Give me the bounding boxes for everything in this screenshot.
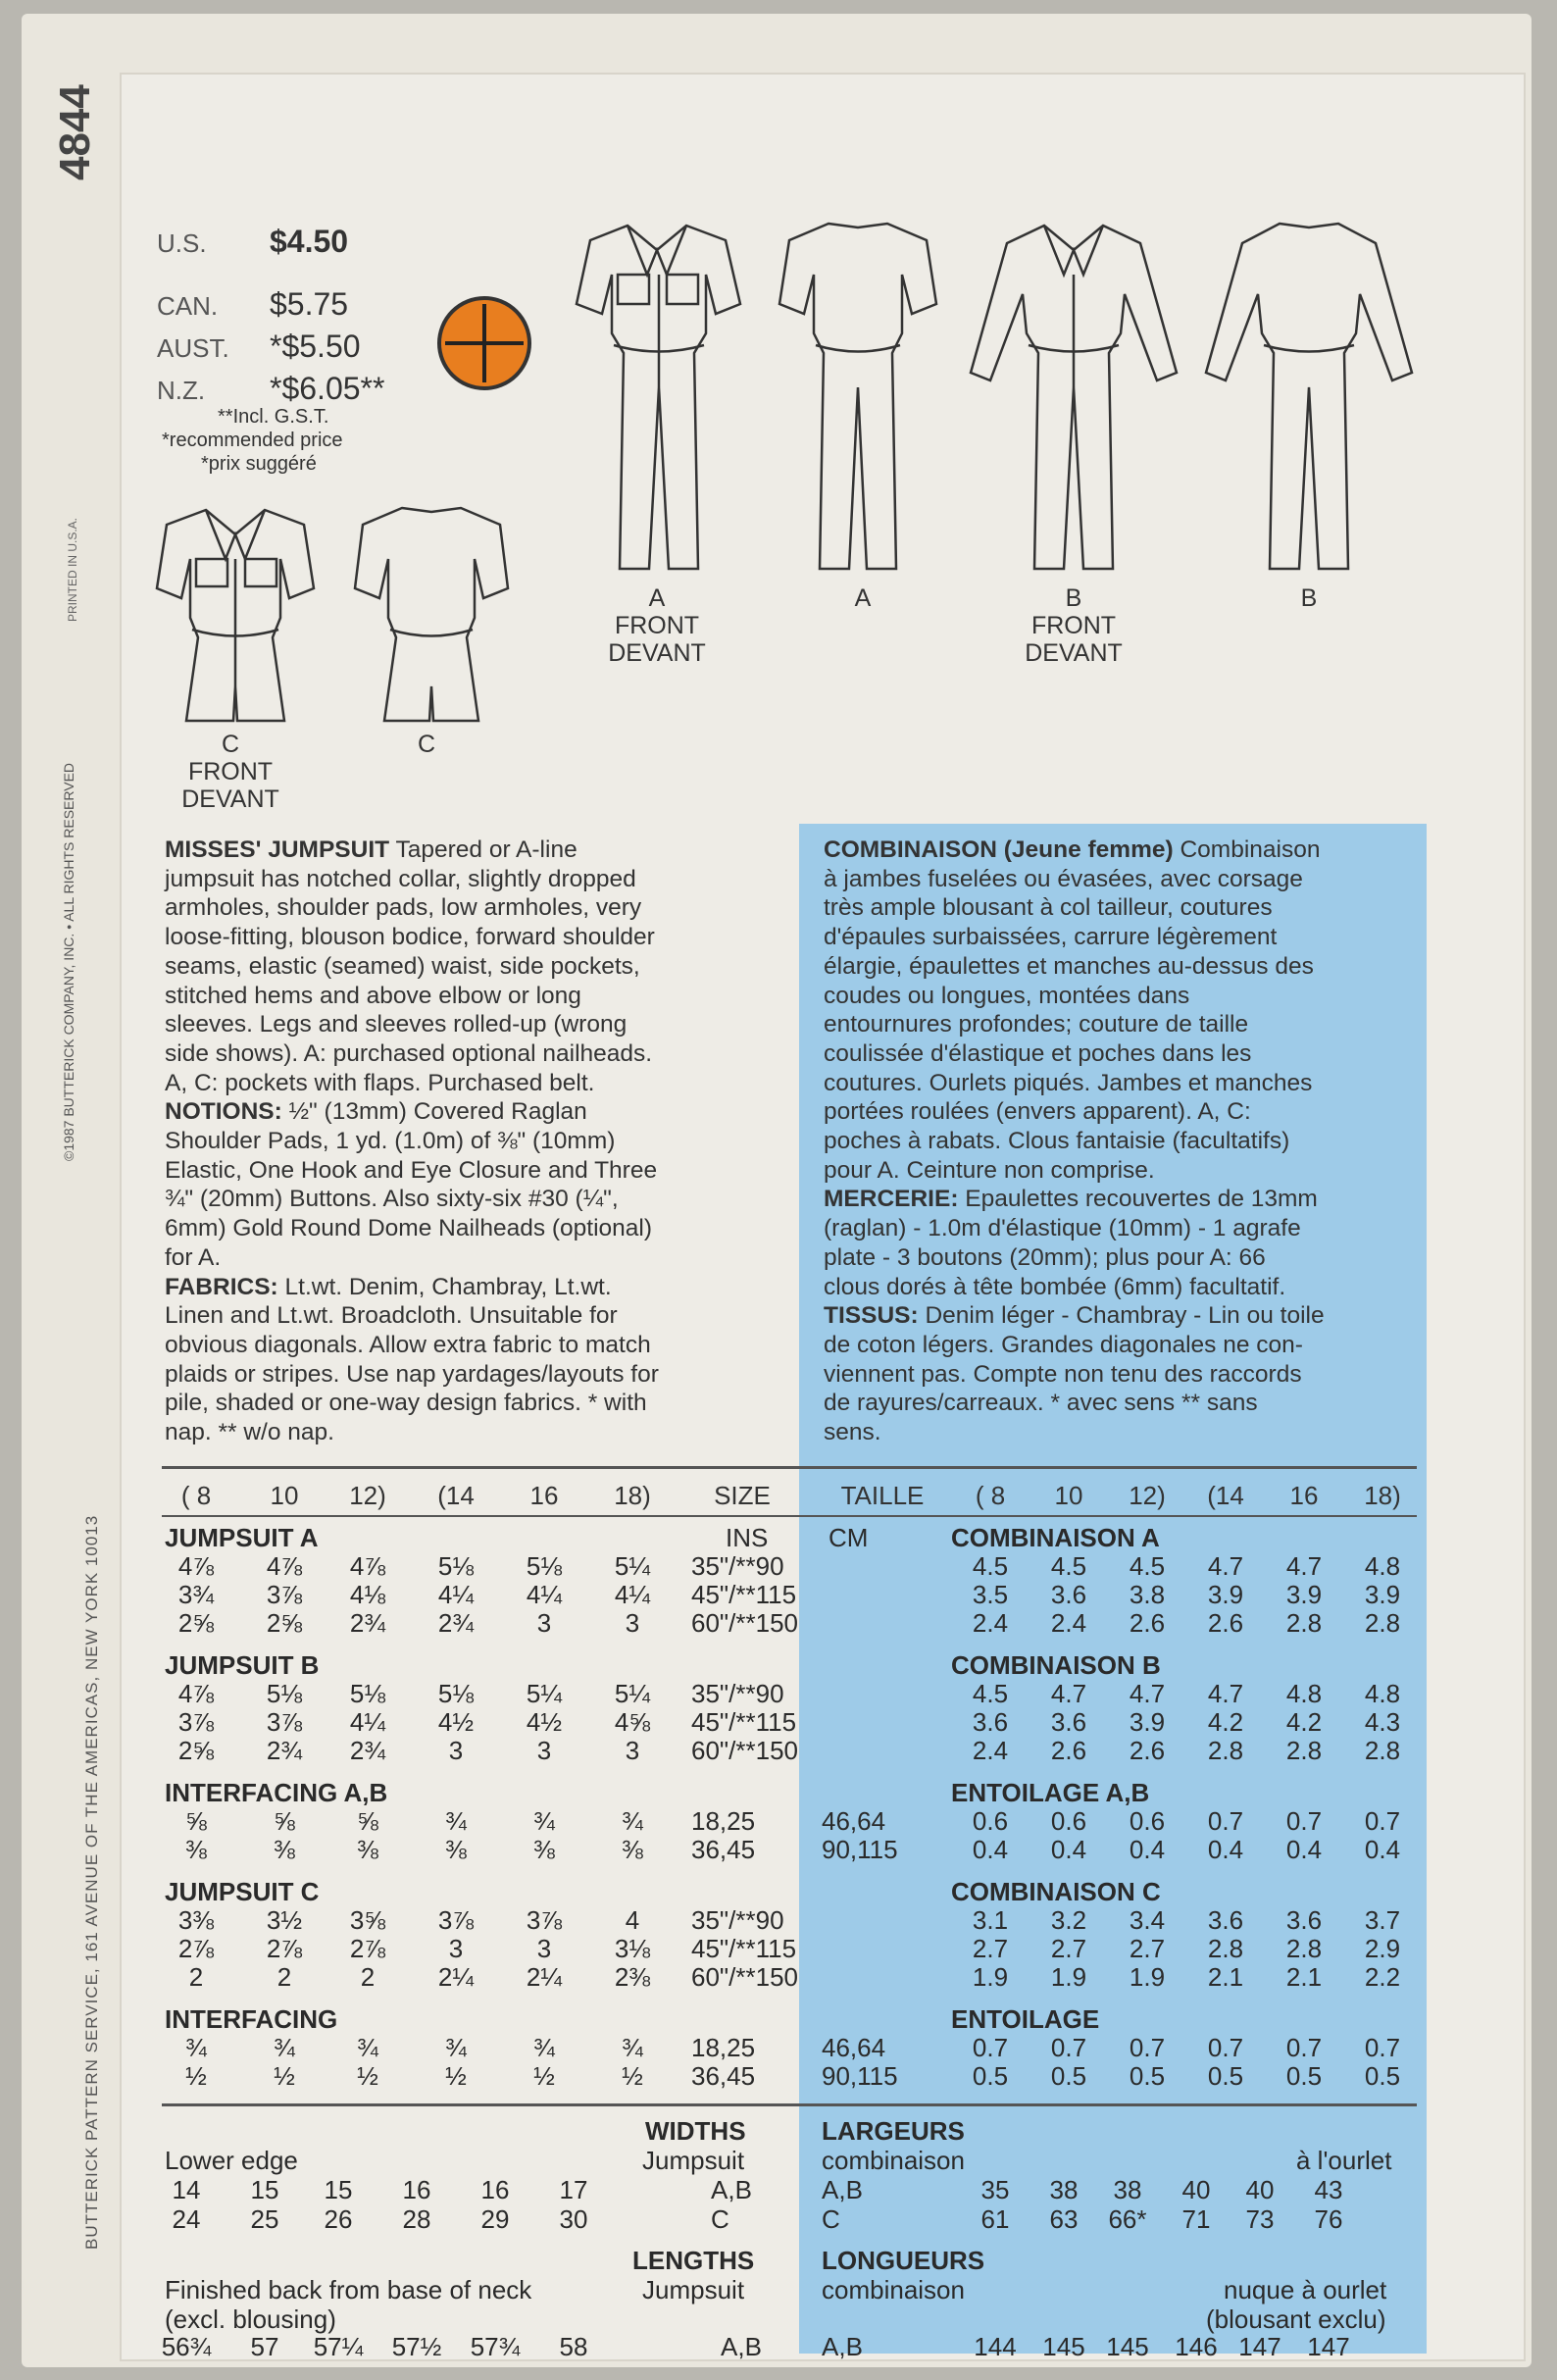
yardage-cell: 4⅞ [177, 1679, 215, 1708]
yardage-cell: 5⅛ [437, 1551, 475, 1581]
meter-cell: 4.2 [1285, 1707, 1323, 1737]
yardage-cell: 4⅞ [349, 1551, 386, 1581]
label-a-back: A [854, 584, 872, 612]
yardage-cell: 2⅞ [349, 1934, 386, 1963]
lower-edge-label: Lower edge [165, 2146, 298, 2175]
largeurs-right: à l'ourlet [1296, 2146, 1392, 2175]
length-view: A,B [721, 2332, 762, 2361]
meter-cell: 2.8 [1207, 1934, 1244, 1963]
width-in-cell: 16 [480, 2175, 510, 2204]
fabric-width: 35"/**90 [691, 1551, 784, 1581]
yardage-cell: 2 [360, 1962, 376, 1992]
width-in-cell: 29 [480, 2204, 510, 2234]
yardage-cell: 2⅝ [266, 1608, 303, 1638]
yardage-cell: 3 [448, 1736, 464, 1765]
meter-cell: 3.6 [1285, 1905, 1323, 1935]
length-in-cell: 56¾ [161, 2332, 212, 2361]
meter-cell: 2.8 [1207, 1736, 1244, 1765]
section-title-fr: COMBINAISON B [951, 1650, 1161, 1680]
meter-cell: 3.9 [1285, 1580, 1323, 1609]
meter-cell: 4.7 [1207, 1551, 1244, 1581]
yardage-cell: 5⅛ [349, 1679, 386, 1708]
meter-cell: 3.1 [972, 1905, 1009, 1935]
section-title-fr: ENTOILAGE [951, 2004, 1100, 2034]
yardage-cell: 3 [448, 1934, 464, 1963]
meter-cell: 3.9 [1129, 1707, 1166, 1737]
yardage-cell: ¾ [185, 2033, 207, 2062]
meter-cell: 0.7 [1129, 2033, 1166, 2062]
length-in-cell: 57¼ [313, 2332, 364, 2361]
meter-cell: 0.7 [1364, 2033, 1401, 2062]
meter-cell: 0.7 [1207, 1806, 1244, 1836]
meter-cell: 2.4 [1050, 1608, 1087, 1638]
meter-cell: 4.7 [1207, 1679, 1244, 1708]
widths-sub: Jumpsuit [642, 2146, 745, 2175]
yardage-cell: ⅜ [185, 1835, 207, 1864]
sketch-a-front [569, 216, 745, 588]
section-title: JUMPSUIT A [165, 1523, 319, 1552]
section-title-fr: COMBINAISON A [951, 1523, 1160, 1552]
longueurs-title: LONGUEURS [822, 2246, 985, 2275]
yardage-cell: ¾ [445, 2033, 467, 2062]
meter-cell: 3.6 [1207, 1905, 1244, 1935]
yardage-cell: 3 [536, 1608, 552, 1638]
yardage-cell: 2 [188, 1962, 204, 1992]
meter-cell: 4.7 [1050, 1679, 1087, 1708]
yardage-cell: 2¾ [349, 1608, 386, 1638]
yardage-cell: ¾ [622, 1806, 643, 1836]
yardage-cell: 4¼ [437, 1580, 475, 1609]
meter-cell: 3.4 [1129, 1905, 1166, 1935]
width-cm-cell: 43 [1314, 2175, 1343, 2204]
pattern-number: 4844 [51, 84, 99, 180]
width-in-cell: 16 [402, 2175, 431, 2204]
fabric-width: 35"/**90 [691, 1905, 784, 1935]
yardage-cell: ⅜ [533, 1835, 555, 1864]
fabric-width: 60"/**150 [691, 1608, 798, 1638]
yardage-cell: 2¼ [526, 1962, 563, 1992]
width-cm: 46,64 [822, 2033, 886, 2062]
meter-cell: 2.7 [1129, 1934, 1166, 1963]
length-in-cell: 57 [250, 2332, 279, 2361]
yardage-cell: ⅜ [445, 1835, 467, 1864]
lengths-title: LENGTHS [632, 2246, 755, 2275]
fabric-width: 60"/**150 [691, 1736, 798, 1765]
length-cm-cell: 144 [974, 2332, 1017, 2361]
price-note-suggere: *prix suggéré [201, 453, 317, 475]
yardage-cell: 4 [625, 1905, 640, 1935]
width-in-cell: 28 [402, 2204, 431, 2234]
price-can: CAN. $5.75 [157, 286, 349, 322]
section-title-fr: ENTOILAGE A,B [951, 1778, 1150, 1807]
meter-cell: 2.6 [1050, 1736, 1087, 1765]
length-in-cell: 57½ [391, 2332, 442, 2361]
yardage-cell: 4¼ [614, 1580, 651, 1609]
meter-cell: 2.8 [1364, 1608, 1401, 1638]
width-in-cell: 14 [172, 2175, 201, 2204]
yardage-cell: 3⅜ [177, 1905, 215, 1935]
meter-cell: 2.4 [972, 1608, 1009, 1638]
yardage-cell: 3⅞ [266, 1707, 303, 1737]
width-cm-cell: 71 [1181, 2204, 1211, 2234]
yardage-cell: 3 [625, 1608, 640, 1638]
meter-cell: 0.4 [1285, 1835, 1323, 1864]
width-cm-cell: 76 [1314, 2204, 1343, 2234]
meter-cell: 0.7 [1285, 1806, 1323, 1836]
width-cm-cell: 40 [1181, 2175, 1211, 2204]
meter-cell: 0.5 [1207, 2061, 1244, 2091]
width-cm-cell: 38 [1049, 2175, 1079, 2204]
meter-cell: 2.7 [1050, 1934, 1087, 1963]
yardage-cell: 3 [625, 1736, 640, 1765]
meter-cell: 3.5 [972, 1580, 1009, 1609]
yardage-cell: ½ [357, 2061, 378, 2091]
yardage-cell: ¾ [445, 1806, 467, 1836]
sketch-c-front [147, 500, 324, 735]
meter-cell: 0.5 [1050, 2061, 1087, 2091]
yardage-cell: ¾ [274, 2033, 295, 2062]
yardage-cell: 2⅝ [177, 1736, 215, 1765]
yardage-cell: 4⅛ [349, 1580, 386, 1609]
meter-cell: 4.5 [1129, 1551, 1166, 1581]
yardage-cell: 2⅞ [266, 1934, 303, 1963]
meter-cell: 0.7 [1207, 2033, 1244, 2062]
spine-address: BUTTERICK PATTERN SERVICE, 161 AVENUE OF THE AMERICAS, NEW YORK 10013 [82, 1514, 101, 2250]
yardage-cell: 2¾ [437, 1608, 475, 1638]
meter-cell: 4.5 [1050, 1551, 1087, 1581]
fabric-width: 35"/**90 [691, 1679, 784, 1708]
meter-cell: 0.6 [1050, 1806, 1087, 1836]
length-view-fr: A,B [822, 2332, 863, 2361]
meter-cell: 0.7 [1364, 1806, 1401, 1836]
english-description: MISSES' JUMPSUIT Tapered or A-line jumpsuit has notched collar, slightly dropped armholes, shoulder pads, low armholes, very loose-fitting, blouson bodice, forward shoulder seams, elastic (seamed) waist, side pockets, stitched hems and above elbow or long sleeves. Legs and sleeves rolled-up (wrong side shows). A: purchased optional nailheads. A, C: pockets with flaps. Purchased belt. NOTIONS: ½" (13mm) Covered Raglan Shoulder Pads, 1 yd. (1.0m) of ⅜" (10mm) Elastic, One Hook and Eye Closure and Three ¾" (20mm) Buttons. Also sixty-six #30 (¼", 6mm) Gold Round Dome Nailheads (optional) for A. FABRICS: Lt.wt. Denim, Chambray, Lt.wt. Linen and Lt.wt. Broadcloth. Unsuitable for obvious diagonals. Allow extra fabric to match plaids or stripes. Use nap yardages/layouts for pile, shaded or one-way design fabrics. * with nap. ** w/o nap. [165, 836, 659, 1446]
label-b-front: B FRONT DEVANT [1025, 584, 1123, 667]
yardage-cell: ¾ [357, 2033, 378, 2062]
yardage-cell: 5¼ [526, 1679, 563, 1708]
yardage-cell: 4½ [526, 1707, 563, 1737]
yardage-cell: 2⅜ [614, 1962, 651, 1992]
length-cm-cell: 145 [1042, 2332, 1085, 2361]
meter-cell: 0.4 [1364, 1835, 1401, 1864]
largeurs-sub: combinaison [822, 2146, 965, 2175]
section-title: JUMPSUIT C [165, 1877, 320, 1906]
meter-cell: 2.6 [1129, 1736, 1166, 1765]
meter-cell: 2.1 [1207, 1962, 1244, 1992]
en-title: MISSES' JUMPSUIT [165, 836, 390, 863]
widths-title: WIDTHS [645, 2116, 746, 2146]
lengths-desc-2: (excl. blousing) [165, 2304, 336, 2334]
meter-cell: 0.4 [1050, 1835, 1087, 1864]
yardage-cell: ⅝ [274, 1806, 295, 1836]
yardage-cell: ½ [185, 2061, 207, 2091]
label-a-front: A FRONT DEVANT [608, 584, 706, 667]
width-cm: 90,115 [822, 2061, 898, 2091]
width-cm-cell: 35 [980, 2175, 1010, 2204]
meter-cell: 3.7 [1364, 1905, 1401, 1935]
yardage-cell: 3⅝ [349, 1905, 386, 1935]
yardage-cell: ⅜ [274, 1835, 295, 1864]
width-ins: 18,25 [691, 1806, 756, 1836]
width-ins: 18,25 [691, 2033, 756, 2062]
yardage-cell: 5⅛ [266, 1679, 303, 1708]
price-note-gst: **Incl. G.S.T. [218, 406, 329, 428]
yardage-cell: ⅝ [185, 1806, 207, 1836]
width-in-cell: 26 [324, 2204, 353, 2234]
length-in-cell: 58 [559, 2332, 588, 2361]
width-cm-cell: 38 [1113, 2175, 1142, 2204]
yardage-cell: ½ [533, 2061, 555, 2091]
yardage-cell: 4⅝ [614, 1707, 651, 1737]
meter-cell: 0.4 [1207, 1835, 1244, 1864]
yardage-cell: ¾ [622, 2033, 643, 2062]
label-c-front: C FRONT DEVANT [181, 731, 279, 813]
width-ins: 36,45 [691, 2061, 756, 2091]
meter-cell: 0.5 [1364, 2061, 1401, 2091]
section-title: INTERFACING [165, 2004, 338, 2034]
spine-copyright: ©1987 BUTTERICK COMPANY, INC. • ALL RIGHTS RESERVED [61, 762, 76, 1161]
envelope-spine [22, 14, 120, 2367]
meter-cell: 3.6 [1050, 1707, 1087, 1737]
width-cm-cell: 73 [1245, 2204, 1275, 2234]
yardage-cell: 3 [536, 1934, 552, 1963]
yardage-cell: ⅜ [622, 1835, 643, 1864]
meter-cell: 2.8 [1285, 1934, 1323, 1963]
width-ins: 36,45 [691, 1835, 756, 1864]
ins-label: INS [726, 1523, 769, 1552]
yardage-cell: 3⅞ [266, 1580, 303, 1609]
meter-cell: 4.5 [972, 1679, 1009, 1708]
yardage-cell: 3¾ [177, 1580, 215, 1609]
meter-cell: 0.5 [1285, 2061, 1323, 2091]
meter-cell: 3.8 [1129, 1580, 1166, 1609]
yardage-cell: 2⅝ [177, 1608, 215, 1638]
largeurs-title: LARGEURS [822, 2116, 965, 2146]
width-cm-cell: 40 [1245, 2175, 1275, 2204]
yardage-cell: 2 [276, 1962, 292, 1992]
cm-label: CM [829, 1523, 869, 1552]
meter-cell: 2.6 [1207, 1608, 1244, 1638]
width-view: A,B [711, 2175, 752, 2204]
yardage-cell: 4¼ [349, 1707, 386, 1737]
meter-cell: 2.8 [1285, 1736, 1323, 1765]
meter-cell: 4.7 [1129, 1679, 1166, 1708]
rule-header [162, 1515, 1417, 1517]
yardage-cell: ¾ [533, 1806, 555, 1836]
width-in-cell: 30 [559, 2204, 588, 2234]
yardage-cell: 4⅞ [266, 1551, 303, 1581]
yardage-cell: 3 [536, 1736, 552, 1765]
spine-printed: PRINTED IN U.S.A. [66, 517, 79, 622]
meter-cell: 0.7 [972, 2033, 1009, 2062]
meter-cell: 2.9 [1364, 1934, 1401, 1963]
yardage-cell: 5¼ [614, 1551, 651, 1581]
meter-cell: 4.7 [1285, 1551, 1323, 1581]
longueurs-sub: combinaison [822, 2275, 965, 2304]
butterick-logo [437, 296, 531, 390]
length-cm-cell: 147 [1307, 2332, 1350, 2361]
width-in-cell: 17 [559, 2175, 588, 2204]
yardage-cell: 4½ [437, 1707, 475, 1737]
yardage-cell: 2¼ [437, 1962, 475, 1992]
yardage-cell: 3⅞ [177, 1707, 215, 1737]
meter-cell: 4.8 [1285, 1679, 1323, 1708]
meter-cell: 1.9 [972, 1962, 1009, 1992]
meter-cell: 0.5 [972, 2061, 1009, 2091]
width-in-cell: 25 [250, 2204, 279, 2234]
lengths-desc: Finished back from base of neck [165, 2275, 532, 2304]
meter-cell: 4.5 [972, 1551, 1009, 1581]
width-cm-cell: 63 [1049, 2204, 1079, 2234]
longueurs-desc: nuque à ourlet [1224, 2275, 1387, 2304]
yardage-cell: ¾ [533, 2033, 555, 2062]
yardage-cell: 3⅞ [526, 1905, 563, 1935]
width-view: C [711, 2204, 729, 2234]
yardage-cell: 4⅞ [177, 1551, 215, 1581]
meter-cell: 0.7 [1050, 2033, 1087, 2062]
yardage-cell: 3⅞ [437, 1905, 475, 1935]
price-nz: N.Z. *$6.05** [157, 371, 385, 406]
meter-cell: 2.7 [972, 1934, 1009, 1963]
meter-cell: 1.9 [1129, 1962, 1166, 1992]
meter-cell: 0.5 [1129, 2061, 1166, 2091]
meter-cell: 0.7 [1285, 2033, 1323, 2062]
section-title: JUMPSUIT B [165, 1650, 320, 1680]
sketch-b-back [1201, 216, 1417, 588]
yardage-cell: 2¾ [349, 1736, 386, 1765]
meter-cell: 4.8 [1364, 1551, 1401, 1581]
yardage-cell: ½ [274, 2061, 295, 2091]
rule-top [162, 1466, 1417, 1469]
meter-cell: 3.9 [1364, 1580, 1401, 1609]
yardage-cell: 4¼ [526, 1580, 563, 1609]
price-note-recommended: *recommended price [162, 430, 343, 451]
width-cm-cell: 61 [980, 2204, 1010, 2234]
price-aust: AUST. *$5.50 [157, 329, 361, 364]
meter-cell: 2.4 [972, 1736, 1009, 1765]
meter-cell: 0.6 [1129, 1806, 1166, 1836]
yardage-cell: 5⅛ [526, 1551, 563, 1581]
longueurs-desc-2: (blousant exclu) [1206, 2304, 1386, 2334]
section-title: INTERFACING A,B [165, 1778, 388, 1807]
length-cm-cell: 147 [1238, 2332, 1281, 2361]
meter-cell: 0.6 [972, 1806, 1009, 1836]
yardage-cell: 2⅞ [177, 1934, 215, 1963]
width-in-cell: 15 [324, 2175, 353, 2204]
length-cm-cell: 146 [1175, 2332, 1218, 2361]
width-in-cell: 24 [172, 2204, 201, 2234]
width-in-cell: 15 [250, 2175, 279, 2204]
fabric-width: 45"/**115 [691, 1707, 797, 1737]
yardage-cell: ⅜ [357, 1835, 378, 1864]
length-in-cell: 57¾ [470, 2332, 521, 2361]
lengths-sub: Jumpsuit [642, 2275, 745, 2304]
meter-cell: 3.9 [1207, 1580, 1244, 1609]
rule-bottom [162, 2103, 1417, 2106]
meter-cell: 2.1 [1285, 1962, 1323, 1992]
meter-cell: 2.8 [1285, 1608, 1323, 1638]
french-description: COMBINAISON (Jeune femme) Combinaison à jambes fuselées ou évasées, avec corsage très ample blousant à col tailleur, coutures d'épaules surbaissées, carrure légèrement élargie, épaulettes et manches au-dessus des coudes ou longues, montées dans entournures profondes; couture de taille coulissée d'élastique et poches dans les coutures. Ourlets piqués. Jambes et manches portées roulées (envers apparent). A, C: poches à rabats. Clous fantaisie (facultatifs) pour A. Ceinture non comprise. MERCERIE: Epaulettes recouvertes de 13mm (raglan) - 1.0m d'élastique (10mm) - 1 agrafe plate - 3 boutons (20mm); plus pour A: 66 clous dorés à tête bombée (6mm) facultatif. TISSUS: Denim léger - Chambray - Lin ou toile de coton légers. Grandes diagonales ne con- viennent pas. Compte non tenu des raccords de rayures/carreaux. * avec sens ** sans sens. [824, 836, 1325, 1446]
yardage-cell: 5¼ [614, 1679, 651, 1708]
meter-cell: 4.2 [1207, 1707, 1244, 1737]
meter-cell: 0.4 [972, 1835, 1009, 1864]
fabric-width: 45"/**115 [691, 1934, 797, 1963]
width-cm: 46,64 [822, 1806, 886, 1836]
sketch-a-back [775, 216, 941, 588]
width-view-fr: C [822, 2204, 840, 2234]
label-b-back: B [1300, 584, 1318, 612]
yardage-cell: 5⅛ [437, 1679, 475, 1708]
meter-cell: 3.6 [1050, 1580, 1087, 1609]
width-cm: 90,115 [822, 1835, 898, 1864]
yardage-cell: 2¾ [266, 1736, 303, 1765]
section-title-fr: COMBINAISON C [951, 1877, 1161, 1906]
label-c-back: C [417, 731, 436, 758]
length-cm-cell: 145 [1106, 2332, 1149, 2361]
width-view-fr: A,B [822, 2175, 863, 2204]
price-us: U.S. $4.50 [157, 224, 349, 259]
meter-cell: 1.9 [1050, 1962, 1087, 1992]
sketch-c-back [343, 500, 520, 735]
fabric-width: 45"/**115 [691, 1580, 797, 1609]
meter-cell: 2.8 [1364, 1736, 1401, 1765]
meter-cell: 2.6 [1129, 1608, 1166, 1638]
meter-cell: 3.6 [972, 1707, 1009, 1737]
sketch-b-front [966, 216, 1181, 588]
meter-cell: 3.2 [1050, 1905, 1087, 1935]
width-cm-cell: 66* [1108, 2204, 1147, 2234]
yardage-cell: 3⅛ [614, 1934, 651, 1963]
meter-cell: 4.3 [1364, 1707, 1401, 1737]
yardage-cell: ½ [622, 2061, 643, 2091]
meter-cell: 0.4 [1129, 1835, 1166, 1864]
yardage-cell: 3½ [266, 1905, 303, 1935]
fabric-width: 60"/**150 [691, 1962, 798, 1992]
meter-cell: 2.2 [1364, 1962, 1401, 1992]
yardage-cell: ½ [445, 2061, 467, 2091]
meter-cell: 4.8 [1364, 1679, 1401, 1708]
yardage-cell: ⅝ [357, 1806, 378, 1836]
